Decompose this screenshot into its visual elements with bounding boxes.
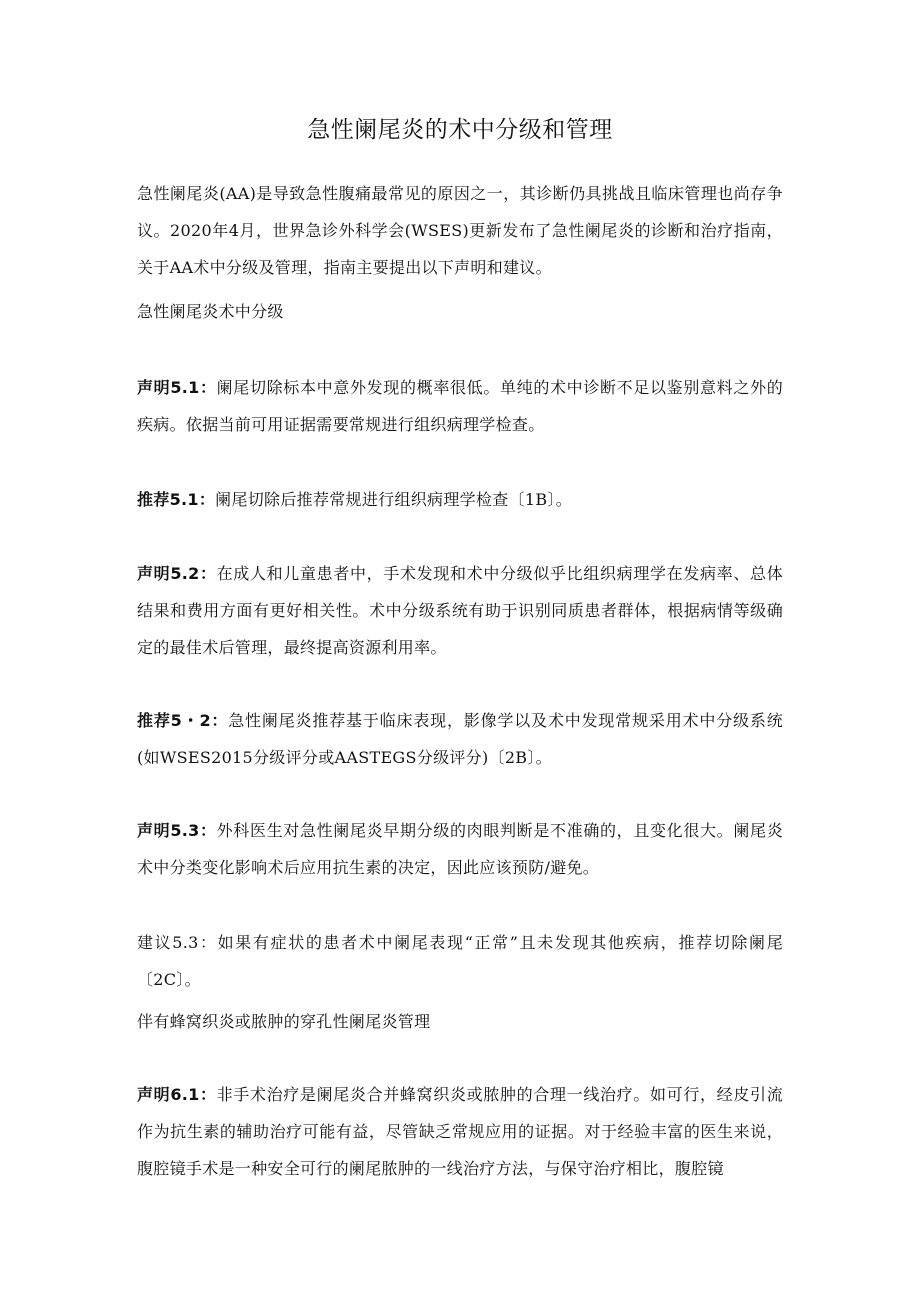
statement-5-2-label: 声明5.2： (137, 564, 217, 583)
statement-5-1 (137, 369, 783, 443)
recommendation-5-2-label: 推荐5・2： (137, 711, 229, 730)
recommendation-5-2 (137, 702, 783, 776)
document-title: 急性阑尾炎的术中分级和管理 (307, 117, 613, 143)
recommendation-5-1 (137, 481, 783, 518)
statement-5-1-text: 阑尾切除标本中意外发现的概率很低。单纯的术中诊断不足以鉴别意料之外的疾病。依据当前可用证据需要常规进行组织病理学检查。 (137, 378, 783, 434)
recommendation-5-2-text: 急性阑尾炎推荐基于临床表现，影像学以及术中发现常规采用术中分级系统(如WSES2015分级评分或AASTEGS分级评分)〔2B〕。 (137, 711, 783, 767)
statement-5-2-text: 在成人和儿童患者中，手术发现和术中分级似乎比组织病理学在发病率、总体结果和费用方面有更好相关性。术中分级系统有助于识别同质患者群体，根据病情等级确定的最佳术后管理，最终提高资源利用率。 (137, 564, 783, 657)
recommendation-5-1-label: 推荐5.1： (137, 490, 216, 509)
intro-paragraph: 急性阑尾炎(AA)是导致急性腹痛最常见的原因之一，其诊断仍具挑战且临床管理也尚存争议。2020年4月，世界急诊外科学会(WSES)更新发布了急性阑尾炎的诊断和治疗指南，关于AA术中分级及管理，指南主要提出以下声明和建议。 (137, 184, 783, 277)
suggestion-5-3: 建议5.3：如果有症状的患者术中阑尾表现“正常”且未发现其他疾病，推荐切除阑尾〔2C〕。 (137, 933, 783, 989)
statement-5-3 (137, 812, 783, 886)
statement-5-2 (137, 555, 783, 666)
statement-6-1 (137, 1076, 783, 1187)
statement-6-1-text: 非手术治疗是阑尾炎合并蜂窝织炎或脓肿的合理一线治疗。如可行，经皮引流作为抗生素的辅助治疗可能有益，尽管缺乏常规应用的证据。对于经验丰富的医生来说，腹腔镜手术是一种安全可行的阑尾脓肿的一线治疗方法，与保守治疗相比，腹腔镜 (137, 1085, 783, 1178)
statement-5-3-text: 外科医生对急性阑尾炎早期分级的肉眼判断是不准确的，且变化很大。阑尾炎术中分类变化影响术后应用抗生素的决定，因此应该预防/避免。 (137, 821, 783, 877)
section-heading-intraoperative-grading: 急性阑尾炎术中分级 (137, 302, 284, 321)
statement-6-1-label: 声明6.1： (137, 1085, 217, 1104)
recommendation-5-1-text: 阑尾切除后推荐常规进行组织病理学检查〔1B〕。 (215, 490, 572, 509)
statement-5-3-label: 声明5.3： (137, 821, 217, 840)
section-heading-perforated-appendicitis: 伴有蜂窝织炎或脓肿的穿孔性阑尾炎管理 (137, 1012, 431, 1031)
statement-5-1-label: 声明5.1： (137, 378, 217, 397)
